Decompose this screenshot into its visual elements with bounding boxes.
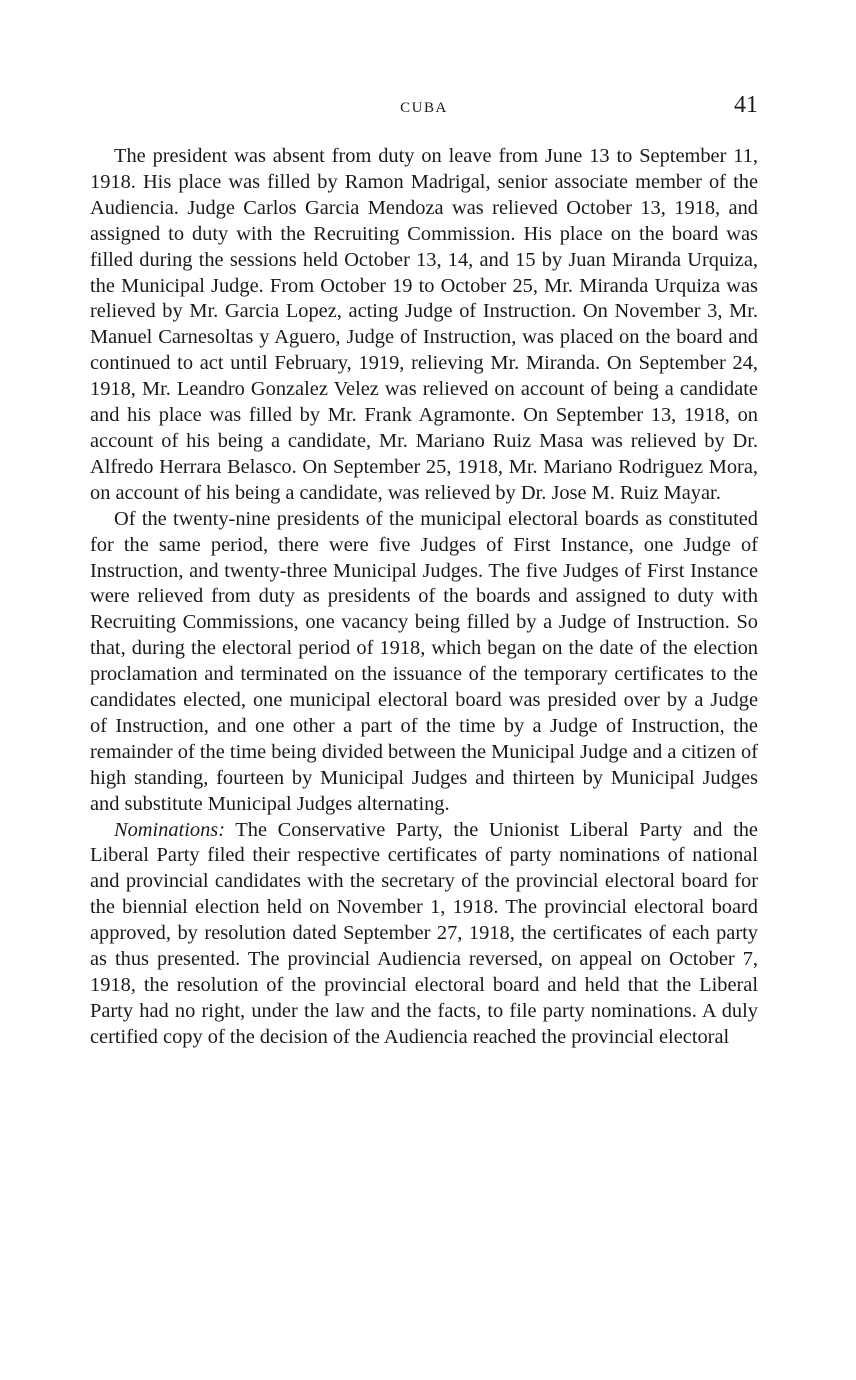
page-number: 41 [734, 92, 758, 118]
document-page [90, 92, 758, 1051]
running-header [90, 92, 758, 128]
paragraph-president-absence: The president was absent from duty on leave from June 13 to September 11, 1918. His place was filled by Ramon Madrigal, senior associate member of the Audiencia. Judge Carlos Garcia Mendoza was relieved October 13, 1918, and assigned to duty with the Recruiting Commission. His place on the board was filled during the sessions held October 13, 14, and 15 by Juan Miranda Urquiza, the Municipal Judge. From October 19 to October 25, Mr. Miranda Urquiza was relieved by Mr. Garcia Lopez, acting Judge of Instruction. On November 3, Mr. Manuel Carnesoltas y Aguero, Judge of Instruction, was placed on the board and continued to act until February, 1919, relieving Mr. Miranda. On September 24, 1918, Mr. Leandro Gonzalez Velez was relieved on account of being a candidate and his place was filled by Mr. Frank Agramonte. On September 13, 1918, on account of his being a candidate, Mr. Mariano Ruiz Masa was relieved by Dr. Alfredo Herrara Belasco. On September 25, 1918, Mr. Mariano Rodriguez Mora, on account of his being a candidate, was relieved by Dr. Jose M. Ruiz Mayar. [90, 145, 758, 504]
nominations-text: The Conservative Party, the Unionist Liberal Party and the Liberal Party filed their respective certificates of party nominations of national and provincial candidates with the secretary of the provincial electoral board for the biennial election held on November 1, 1918. The provincial electoral board approved, by resolution dated September 27, 1918, the certificates of each party as thus presented. The provincial Audiencia reversed, on appeal on October 7, 1918, the resolution of the provincial electoral board and held that the Liberal Party had no right, under the law and the facts, to file party nominations. A duly certified copy of the decision of the Audiencia reached the provincial electoral [90, 818, 758, 1048]
paragraph-nominations [90, 818, 758, 1051]
running-title: CUBA [400, 100, 448, 116]
paragraph-municipal-boards: Of the twenty-nine presidents of the municipal electoral boards as constituted for the same period, there were five Judges of First Instance, one Judge of Instruction, and twenty-three Municipal Judges. The five Judges of First Instance were relieved from duty as presidents of the boards and assigned to duty with Recruiting Commissions, one vacancy being filled by a Judge of Instruction. So that, during the electoral period of 1918, which began on the date of the election proclamation and terminated on the issuance of the temporary certificates to the candidates elected, one municipal electoral board was presided over by a Judge of Instruction, and one other a part of the time by a Judge of Instruction, the remainder of the time being divided between the Municipal Judge and a citizen of high standing, fourteen by Municipal Judges and thirteen by Municipal Judges and substitute Municipal Judges alternating. [90, 507, 758, 815]
nominations-heading: Nominations: [114, 818, 226, 841]
body-text [90, 144, 758, 1051]
